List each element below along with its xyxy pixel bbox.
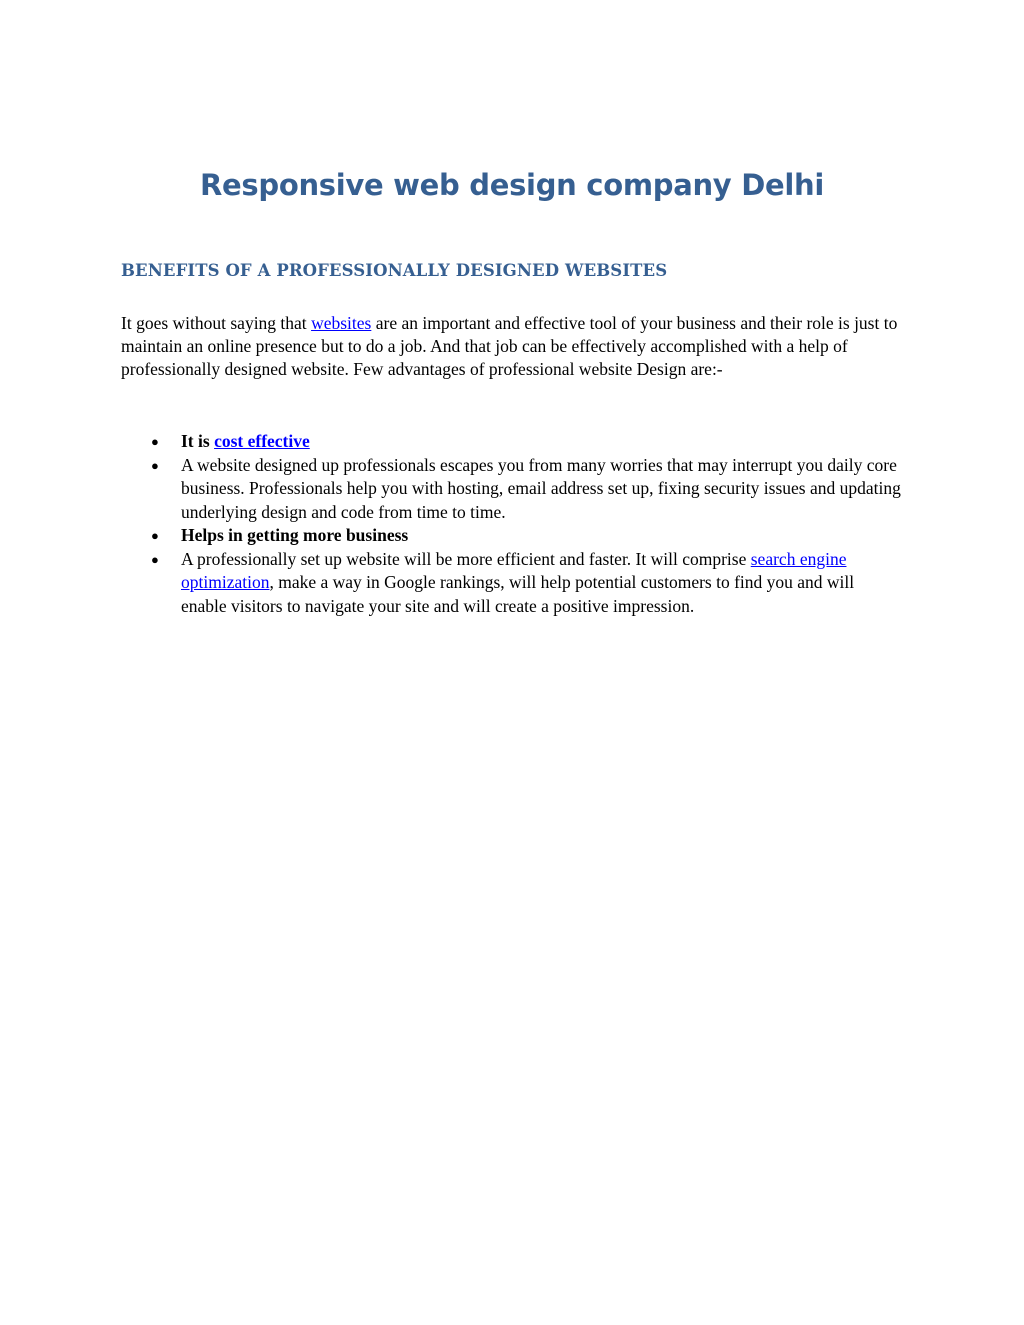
list-item — [121, 524, 901, 548]
list-item — [121, 548, 901, 619]
websites-link[interactable]: websites — [311, 313, 372, 333]
bullet-icon: ● — [151, 457, 159, 473]
section-heading: BENEFITS OF A PROFESSIONALLY DESIGNED WEBSITES — [121, 261, 668, 280]
bullet-3-text: Helps in getting more business — [181, 525, 409, 545]
cost-effective-link[interactable]: cost effective — [214, 431, 310, 451]
bullet-icon: ● — [151, 434, 159, 449]
bullet-icon: ● — [151, 528, 159, 543]
bullet-4-text-after-link: , make a way in Google rankings, will help potential customers to find you and will enable visitors to navigate your site and will create a positive impression. — [181, 572, 855, 616]
list-item — [121, 454, 901, 525]
list-item — [121, 430, 901, 454]
intro-text-after-link: are an important and effective tool of your business and their role is just to maintain an online presence but to do a job. And that job can be effectively accomplished with a help of professionally designed website. Few advantages of professional website Design are:- — [121, 313, 898, 380]
bullet-icon: ● — [151, 551, 159, 567]
bullet-1-prefix: It is — [181, 431, 215, 451]
document-title: Responsive web design company Delhi — [200, 168, 824, 202]
bullet-4-text-before-link: A professionally set up website will be more efficient and faster. It will comprise — [181, 548, 751, 569]
search-engine-optimization-link[interactable]: search engine optimization — [181, 548, 847, 592]
intro-text-before-link: It goes without saying that — [121, 313, 312, 333]
benefits-list — [121, 430, 901, 618]
intro-paragraph — [121, 312, 911, 382]
bullet-2-text: A website designed up professionals escapes you from many worries that may interrupt you daily core business. Professionals help you with hosting, email address set up, fixing security issues and updating underlying design and code from time to time. — [181, 454, 901, 522]
